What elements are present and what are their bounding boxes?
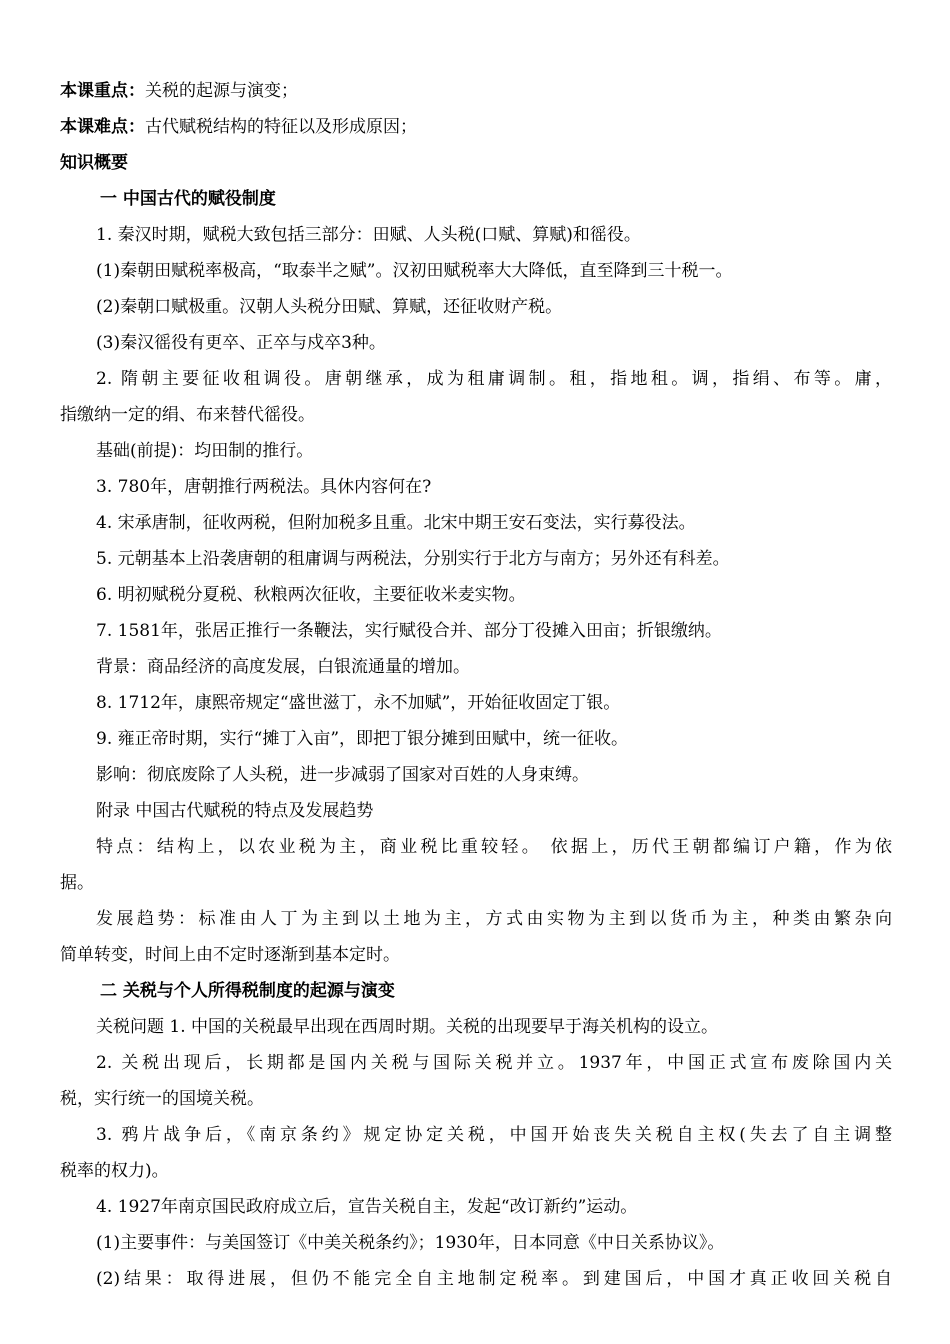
overview-title: 知识概要: [60, 153, 128, 173]
section2-line: 税，实行统一的国境关税。: [60, 1089, 264, 1109]
document-body: [60, 73, 892, 1297]
section2-line: 关税问题 1. 中国的关税最早出现在西周时期。关税的出现要早于海关机构的设立。: [96, 1017, 719, 1037]
section2-line: 4. 1927年南京国民政府成立后，宣告关税自主，发起“改订新约”运动。: [96, 1197, 638, 1217]
section2-line: (1)主要事件：与美国签订《中美关税条约》；1930年，日本同意《中日关系协议》。: [96, 1233, 725, 1253]
section2-line: 税率的权力)。: [60, 1161, 169, 1181]
section1-line: (1)秦朝田赋税率极高，“取泰半之赋”。汉初田赋税率大大降低，直至降到三十税一。: [96, 261, 733, 281]
section1-line: 发展趋势：标准由人丁为主到以土地为主，方式由实物为主到以货币为主，种类由繁杂向: [96, 909, 892, 929]
section1-line: 特点：结构上，以农业税为主，商业税比重较轻。 依据上，历代王朝都编订户籍，作为依: [96, 837, 892, 857]
section1-line: 基础(前提)：均田制的推行。: [96, 441, 314, 461]
section2-line: 3. 鸦片战争后，《南京条约》规定协定关税，中国开始丧失关税自主权(失去了自主调整: [96, 1125, 892, 1145]
section1-line: 影响：彻底废除了人头税，进一步减弱了国家对百姓的人身束缚。: [96, 765, 589, 785]
difficulty-label: 本课难点：: [60, 117, 145, 137]
section1-line: 5. 元朝基本上沿袭唐朝的租庸调与两税法，分别实行于北方与南方；另外还有科差。: [96, 549, 730, 569]
difficulty-text: 古代赋税结构的特征以及形成原因；: [145, 117, 417, 137]
section1-line: 背景：商品经济的高度发展，白银流通量的增加。: [96, 657, 470, 677]
section1-line: 指缴纳一定的绢、布来替代徭役。: [60, 405, 315, 425]
section1-line: 附录 中国古代赋税的特点及发展趋势: [96, 801, 374, 821]
section1-line: 8. 1712年，康熙帝规定“盛世滋丁，永不加赋”，开始征收固定丁银。: [96, 693, 621, 713]
section1-line: 简单转变，时间上由不定时逐渐到基本定时。: [60, 945, 400, 965]
difficulty-line: [60, 109, 892, 145]
key-point-line: [60, 73, 892, 109]
section1-heading: 一 中国古代的赋役制度: [100, 189, 276, 209]
section1-line: 据。: [60, 873, 94, 893]
section1-line: 7. 1581年，张居正推行一条鞭法，实行赋役合并、部分丁役摊入田亩；折银缴纳。: [96, 621, 722, 641]
section1-line: 1. 秦汉时期，赋税大致包括三部分：田赋、人头税(口赋、算赋)和徭役。: [96, 225, 641, 245]
section1-line: (2)秦朝口赋极重。汉朝人头税分田赋、算赋，还征收财产税。: [96, 297, 563, 317]
section1-line: 2. 隋朝主要征收租调役。唐朝继承，成为租庸调制。租，指地租。调，指绢、布等。庸，: [96, 369, 892, 389]
section2-heading: 二 关税与个人所得税制度的起源与演变: [100, 981, 395, 1001]
key-point-label: 本课重点：: [60, 81, 145, 101]
section1-line: 3. 780年，唐朝推行两税法。具休内容何在?: [96, 477, 432, 497]
section1-line: (3)秦汉徭役有更卒、正卒与戍卒3种。: [96, 333, 386, 353]
section2-line: (2)结果：取得进展，但仍不能完全自主地制定税率。到建国后，中国才真正收回关税自: [96, 1269, 892, 1289]
section1-line: 6. 明初赋税分夏税、秋粮两次征收，主要征收米麦实物。: [96, 585, 526, 605]
section1-line: 9. 雍正帝时期，实行“摊丁入亩”，即把丁银分摊到田赋中，统一征收。: [96, 729, 629, 749]
section2-line: 2. 关税出现后，长期都是国内关税与国际关税并立。1937年，中国正式宣布废除国内关: [96, 1053, 892, 1073]
key-point-text: 关税的起源与演变；: [145, 81, 298, 101]
section1-line: 4. 宋承唐制，征收两税，但附加税多且重。北宋中期王安石变法，实行募役法。: [96, 513, 696, 533]
